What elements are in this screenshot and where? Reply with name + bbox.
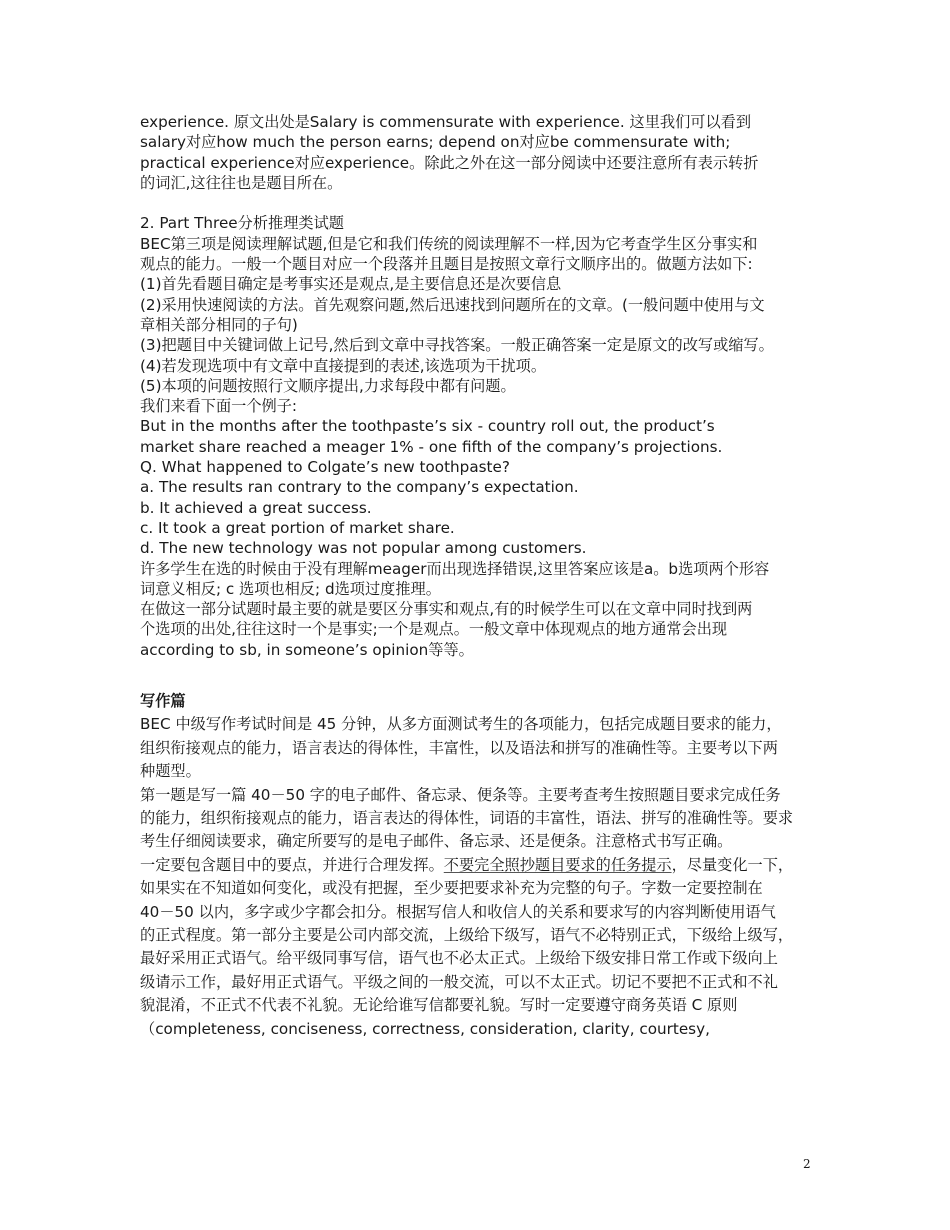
text-segment: 一定要包含题目中的要点，并进行合理发挥。 [140,855,444,874]
text-line: b. It achieved a great success. [140,498,372,517]
text-line: d. The new technology was not popular among customers. [140,539,587,558]
text-line: practical experience对应experience。除此之外在这一部分阅读中还要注意所有表示转折 [140,153,759,172]
writing-section [140,690,830,1041]
underlined-text: 不要完全照抄题目要求的任务提示 [443,855,672,874]
text-line: 最好采用正式语气。给平级同事写信，语气也不必太正式。上级给下级安排日常工作或下级向上 [140,949,778,968]
text-line: (3)把题目中关键词做上记号,然后到文章中寻找答案。一般正确答案一定是原文的改写或缩写。 [140,336,774,355]
text-line: Q. What happened to Colgate’s new toothpaste? [140,458,510,477]
text-line: 在做这一部分试题时最主要的就是要区分事实和观点,有的时候学生可以在文章中同时找到两 [140,600,753,619]
text-line: 第一题是写一篇 40－50 字的电子邮件、备忘录、便条等。主要考查考生按照题目要求完成任务 [140,785,781,804]
text-line: 40－50 以内，多字或少字都会扣分。根据写信人和收信人的关系和要求写的内容判断使用语气 [140,902,776,921]
text-line: 种题型。 [140,762,201,781]
text-line: 我们来看下面一个例子: [140,397,297,416]
text-line: salary对应how much the person earns; depend on对应be commensurate with; [140,133,731,152]
text-line: 的正式程度。第一部分主要是公司内部交流，上级给下级写，语气不必特别正式，下级给上级写， [140,926,794,945]
page-number: 2 [803,1157,811,1171]
text-line: But in the months after the toothpaste’s six - country roll out, the product’s [140,417,715,436]
text-line: 的能力，组织衔接观点的能力，语言表达的得体性，词语的丰富性，语法、拼写的准确性等。要求 [140,809,794,828]
text-line: 貌混淆，不正式不代表不礼貌。无论给谁写信都要礼貌。写时一定要遵守商务英语 C 原则 [140,996,738,1015]
reading-section [140,112,820,660]
text-line: 许多学生在选的时候由于没有理解meager而出现选择错误,这里答案应该是a。b选项两个形容 [140,559,770,578]
text-line: BEC第三项是阅读理解试题,但是它和我们传统的阅读理解不一样,因为它考查学生区分事实和 [140,234,758,253]
text-segment: ，尽量变化一下， [671,855,794,874]
text-line: 观点的能力。一般一个题目对应一个段落并且题目是按照文章行文顺序出的。做题方法如下: [140,255,753,274]
text-line: BEC 中级写作考试时间是 45 分钟，从多方面测试考生的各项能力，包括完成题目要求的能力， [140,715,782,734]
text-line: (4)若发现选项中有文章中直接提到的表述,该选项为干扰项。 [140,356,547,375]
text-line: (2)采用快速阅读的方法。首先观察问题,然后迅速找到问题所在的文章。(一般问题中使用与文 [140,295,765,314]
section-subheading: 2. Part Three分析推理类试题 [140,214,344,233]
text-line: according to sb, in someone’s opinion等等。 [140,640,474,659]
text-line: 词意义相反; c 选项也相反; d选项过度推理。 [140,579,441,598]
section-heading: 写作篇 [140,692,186,710]
text-line: 章相关部分相同的子句) [140,315,298,334]
text-line: 个选项的出处,往往这时一个是事实;一个是观点。一般文章中体现观点的地方通常会出现 [140,620,728,639]
text-line [140,854,830,877]
text-line: experience. 原文出处是Salary is commensurate with experience. 这里我们可以看到 [140,113,752,131]
text-line: 组织衔接观点的能力，语言表达的得体性，丰富性，以及语法和拼写的准确性等。主要考以下两 [140,738,778,757]
text-line: (1)首先看题目确定是考事实还是观点,是主要信息还是次要信息 [140,275,562,294]
text-line: 考生仔细阅读要求，确定所要写的是电子邮件、备忘录、还是便条。注意格式书写正确。 [140,832,733,851]
blank-line [140,193,820,213]
text-line: 如果实在不知道如何变化，或没有把握，至少要把要求补充为完整的句子。字数一定要控制在 [140,879,763,898]
text-line: (5)本项的问题按照行文顺序提出,力求每段中都有问题。 [140,376,516,395]
text-line: a. The results ran contrary to the company’s expectation. [140,478,579,497]
text-line: 级请示工作，最好用正式语气。平级之间的一般交流，可以不太正式。切记不要把不正式和不礼 [140,972,778,991]
text-line: 的词汇,这往往也是题目所在。 [140,173,343,192]
text-line: （completeness, conciseness, correctness, consideration, clarity, courtesy, [140,1019,710,1038]
text-line: market share reached a meager 1% - one fifth of the company’s projections. [140,437,723,456]
text-line: c. It took a great portion of market share. [140,518,455,537]
